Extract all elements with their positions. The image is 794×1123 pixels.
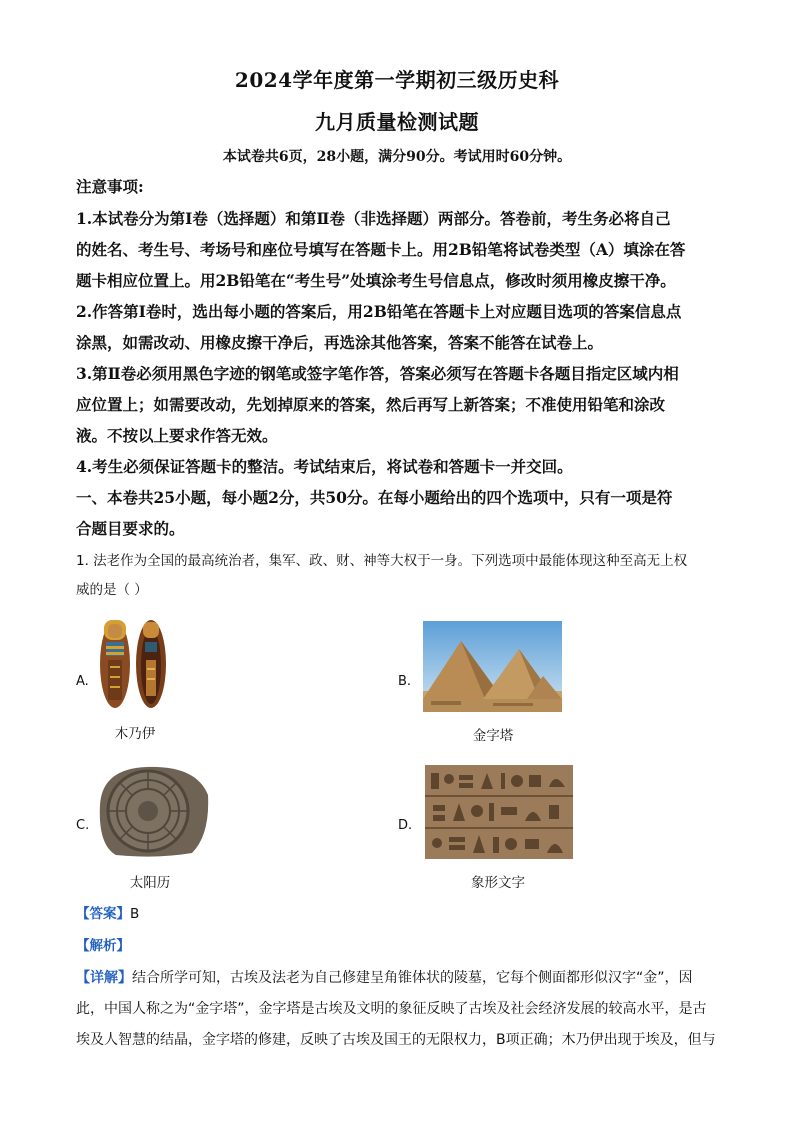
sun-calendar-image: [96, 765, 210, 859]
question-stem: 1. 法老作为全国的最高统治者，集军、政、财、神等大权于一身。下列选项中最能体现这种至高无上权: [76, 553, 688, 569]
answer-line: [76, 899, 726, 929]
notice-line: 3.第Ⅱ卷必须用黑色字迹的钢笔或签字笔作答，答案必须写在答题卡各题目指定区域内相: [76, 364, 679, 383]
notice-line: 4.考生必须保证答题卡的整洁。考试结束后，将试卷和答题卡一并交回。: [76, 457, 573, 476]
detail-line: [76, 963, 726, 993]
answer-label: 【答案】: [76, 906, 130, 922]
mummy-image: [98, 616, 168, 710]
notice-line: 的姓名、考生号、考场号和座位号填写在答题卡上。用2B铅笔将试卷类型（A）填涂在答: [76, 240, 686, 259]
notice-line: 应位置上；如需要改动，先划掉原来的答案，然后再写上新答案；不准使用铅笔和涂改: [76, 395, 666, 414]
notice-line: 2.作答第Ⅰ卷时，选出每小题的答案后，用2B铅笔在答题卡上对应题目选项的答案信息点: [76, 302, 682, 321]
exam-info: 本试卷共6页，28小题，满分90分。考试用时60分钟。: [222, 149, 572, 165]
option-c-caption: 太阳历: [129, 875, 171, 891]
hieroglyphs-image: [425, 765, 573, 859]
notice-line: 液。不按以上要求作答无效。: [76, 426, 278, 445]
detail-label: 【详解】: [76, 970, 132, 986]
page-title: 2024学年度第一学期初三级历史科: [234, 68, 560, 92]
section-instruction: 一、本卷共25小题，每小题2分，共50分。在每小题给出的四个选项中，只有一项是符: [76, 488, 673, 507]
option-b-caption: 金字塔: [472, 728, 514, 744]
detail-text: 此，中国人称之为“金字塔”，金字塔是古埃及文明的象征反映了古埃及社会经济发展的较高水平，是古: [76, 1001, 707, 1017]
analysis-line: [76, 931, 726, 961]
notice-line: 涂黑，如需改动、用橡皮擦干净后，再选涂其他答案，答案不能答在试卷上。: [76, 333, 604, 352]
pyramids-image: [423, 621, 562, 712]
option-d-letter: D.: [398, 818, 413, 833]
option-a-caption: 木乃伊: [114, 726, 156, 742]
notice-line: 1.本试卷分为第Ⅰ卷（选择题）和第Ⅱ卷（非选择题）两部分。答卷前，考生务必将自己: [76, 209, 671, 228]
analysis-label: 【解析】: [76, 938, 130, 954]
page-subtitle-title: 九月质量检测试题: [315, 110, 479, 134]
detail-text: 结合所学可知，古埃及法老为自己修建呈角锥体状的陵墓，它每个侧面都形似汉字“金”，因: [132, 970, 693, 986]
option-d-caption: 象形文字: [471, 875, 525, 891]
section-instruction: 合题目要求的。: [76, 519, 185, 538]
notice-line: 题卡相应位置上。用2B铅笔在“考生号”处填涂考生号信息点，修改时须用橡皮擦干净。: [76, 271, 676, 290]
option-c-letter: C.: [76, 818, 90, 833]
notice-heading: 注意事项:: [76, 177, 144, 196]
option-a-letter: A.: [76, 674, 89, 689]
question-stem: 威的是（ ）: [76, 582, 148, 598]
answer-value: B: [130, 906, 140, 922]
option-b-letter: B.: [398, 674, 412, 689]
detail-text: 埃及人智慧的结晶，金字塔的修建，反映了古埃及国王的无限权力，B项正确；木乃伊出现于埃及，但与: [76, 1032, 716, 1048]
